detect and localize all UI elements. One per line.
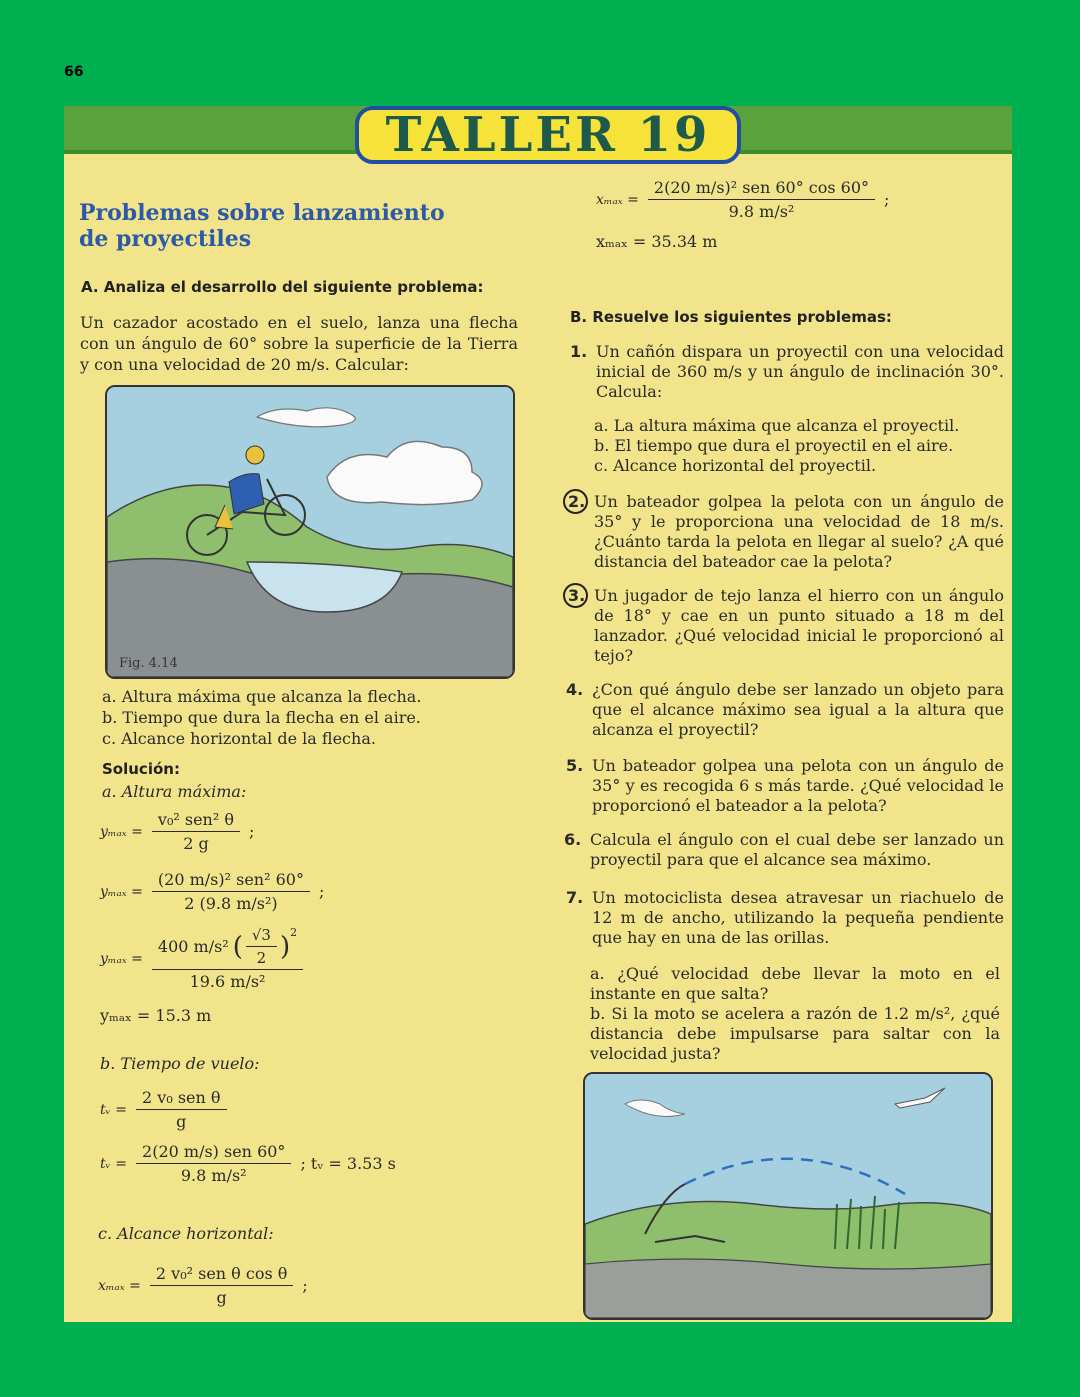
equation-c2 bbox=[596, 178, 889, 221]
eq-a2-denominator: 2 (9.8 m/s²) bbox=[184, 894, 278, 913]
taller-title: TALLER 19 bbox=[385, 107, 711, 163]
problem-text: Calcula el ángulo con el cual debe ser lanzado un proyectil para que el alcance sea máximo. bbox=[590, 830, 1004, 869]
separator: ; bbox=[248, 822, 255, 841]
problem-7-a: a. ¿Qué velocidad debe llevar la moto en el instante en que salta? bbox=[590, 964, 1000, 1003]
problem-number: 6. bbox=[564, 830, 582, 849]
problem-1 bbox=[570, 342, 1004, 402]
eq-a1-numerator: v₀² sen² θ bbox=[152, 810, 240, 832]
problem-number: 7. bbox=[566, 888, 584, 907]
tv-result: ; tᵥ = 3.53 s bbox=[300, 1154, 396, 1173]
eq-a3-numerator: 400 m/s² bbox=[157, 937, 229, 956]
subpart-item: a. La altura máxima que alcanza el proyectil. bbox=[594, 416, 960, 435]
problem-number: 1. bbox=[570, 342, 588, 361]
problem-2 bbox=[568, 492, 1004, 572]
eq-c1-numerator: 2 v₀² sen θ cos θ bbox=[150, 1264, 294, 1286]
eq-c1-denominator: g bbox=[216, 1288, 227, 1307]
problem-number: 4. bbox=[566, 680, 584, 699]
part-b-label: b. Tiempo de vuelo: bbox=[100, 1054, 260, 1073]
page-number: 66 bbox=[64, 64, 84, 80]
problem-4 bbox=[566, 680, 1004, 740]
xmax-result: xₘₐₓ = 35.34 m bbox=[596, 232, 718, 251]
taller-badge bbox=[355, 106, 741, 164]
tv-symbol: tᵥ = bbox=[100, 1155, 128, 1172]
ymax-result: yₘₐₓ = 15.3 m bbox=[100, 1006, 212, 1025]
equation-a3: yₘₐₓ = 400 m/s² ( $\frac{√3}{2}$ ) $^2$ 19.6 m/s² bbox=[100, 926, 306, 991]
equation-b1 bbox=[100, 1088, 230, 1131]
xmax-symbol: xₘₐₓ = bbox=[98, 1277, 141, 1294]
ymax-symbol: yₘₐₓ = bbox=[100, 950, 143, 967]
problem-text: Un cañón dispara un proyectil con una velocidad inicial de 360 m/s y un ángulo de inclinación 30°. Calcula: bbox=[596, 342, 1004, 401]
solution-label: Solución: bbox=[102, 760, 180, 778]
xmax-symbol: xₘₐₓ = bbox=[596, 191, 639, 208]
worksheet-page bbox=[64, 106, 1012, 1322]
question-item: c. Alcance horizontal de la flecha. bbox=[102, 729, 376, 748]
problem-7-b: b. Si la moto se acelera a razón de 1.2 m/s², ¿qué distancia debe impulsarse para saltar con la velocidad justa? bbox=[590, 1004, 1000, 1063]
separator: ; bbox=[302, 1276, 308, 1295]
eq-b1-denominator: g bbox=[176, 1112, 187, 1131]
eq-c2-numerator: 2(20 m/s)² sen 60° cos 60° bbox=[648, 178, 875, 200]
eq-a3-denominator: 19.6 m/s² bbox=[189, 972, 266, 991]
problem-number: 5. bbox=[566, 756, 584, 775]
problem-text: ¿Con qué ángulo debe ser lanzado un objeto para que el alcance máximo sea igual a la altura que alcanza el proyectil? bbox=[592, 680, 1004, 739]
eq-c2-denominator: 9.8 m/s² bbox=[728, 202, 795, 221]
eq-a2-numerator: (20 m/s)² sen² 60° bbox=[152, 870, 310, 892]
section-title-line1: Problemas sobre lanzamiento bbox=[79, 200, 445, 226]
equation-c-result bbox=[596, 232, 717, 251]
squared: 2 bbox=[290, 926, 298, 939]
part-c-label: c. Alcance horizontal: bbox=[98, 1224, 274, 1243]
two: 2 bbox=[256, 949, 267, 967]
part-a-label: a. Altura máxima: bbox=[102, 782, 247, 801]
section-title bbox=[79, 200, 445, 252]
question-list bbox=[102, 686, 421, 749]
separator: ; bbox=[884, 190, 890, 209]
problem-text: Un bateador golpea una pelota con un ángulo de 35° y es recogida 6 s más tarde. ¿Qué velocidad le proporcionó el bateador a la pelota? bbox=[592, 756, 1004, 815]
figure-caption: Fig. 4.14 bbox=[119, 656, 178, 671]
problem-text: Un jugador de tejo lanza el hierro con un ángulo de 18° y cae en un punto situado a 18 m del lanzador. ¿Qué velocidad inicial le proporcionó al tejo? bbox=[594, 586, 1004, 665]
subpart-item: b. El tiempo que dura el proyectil en el aire. bbox=[594, 436, 954, 455]
question-item: b. Tiempo que dura la flecha en el aire. bbox=[102, 708, 421, 727]
problem-number: 2. bbox=[568, 492, 586, 511]
eq-b2-denominator: 9.8 m/s² bbox=[180, 1166, 247, 1185]
section-a-heading: A. Analiza el desarrollo del siguiente problema: bbox=[81, 278, 484, 296]
equation-a-result bbox=[100, 1006, 211, 1025]
eq-a1-denominator: 2 g bbox=[183, 834, 209, 853]
problem-6 bbox=[564, 830, 1004, 870]
problem-statement: Un cazador acostado en el suelo, lanza una flecha con un ángulo de 60° sobre la superficie de la Tierra y con una velocidad de 20 m/s. Calcular: bbox=[80, 313, 518, 374]
subpart-item: c. Alcance horizontal del proyectil. bbox=[594, 456, 877, 475]
problem-7 bbox=[566, 888, 1004, 948]
equation-b2 bbox=[100, 1142, 396, 1185]
sqrt3: √3 bbox=[246, 926, 277, 947]
separator: ; bbox=[318, 882, 325, 901]
equation-c1 bbox=[98, 1264, 308, 1307]
question-item: a. Altura máxima que alcanza la flecha. bbox=[102, 687, 422, 706]
eq-b1-numerator: 2 v₀ sen θ bbox=[136, 1088, 227, 1110]
tv-symbol: tᵥ = bbox=[100, 1101, 128, 1118]
motorcycle-jump-illustration bbox=[105, 385, 515, 679]
problem-1-subparts bbox=[594, 416, 959, 476]
archer-trajectory-drawing bbox=[585, 1074, 991, 1318]
problem-text: Un bateador golpea la pelota con un ángulo de 35° y le proporciona una velocidad de 18 m/s. ¿Cuánto tarda la pelota en llegar al suelo? ¿A qué distancia del bateador cae la pelota? bbox=[594, 492, 1004, 571]
section-title-line2: de proyectiles bbox=[79, 226, 252, 252]
eq-b2-numerator: 2(20 m/s) sen 60° bbox=[136, 1142, 291, 1164]
ymax-symbol: yₘₐₓ = bbox=[100, 823, 143, 840]
archer-illustration bbox=[583, 1072, 993, 1320]
equation-a1 bbox=[100, 810, 254, 853]
motorcycle-jump-drawing bbox=[107, 387, 513, 677]
problem-text: Un motociclista desea atravesar un riachuelo de 12 m de ancho, utilizando la pequeña pendiente que hay en una de las orillas. bbox=[592, 888, 1004, 947]
problem-5 bbox=[566, 756, 1004, 816]
problem-number: 3. bbox=[568, 586, 586, 605]
section-b-heading: B. Resuelve los siguientes problemas: bbox=[570, 308, 892, 326]
ymax-symbol: yₘₐₓ = bbox=[100, 883, 143, 900]
problem-3 bbox=[568, 586, 1004, 666]
equation-a2 bbox=[100, 870, 324, 913]
